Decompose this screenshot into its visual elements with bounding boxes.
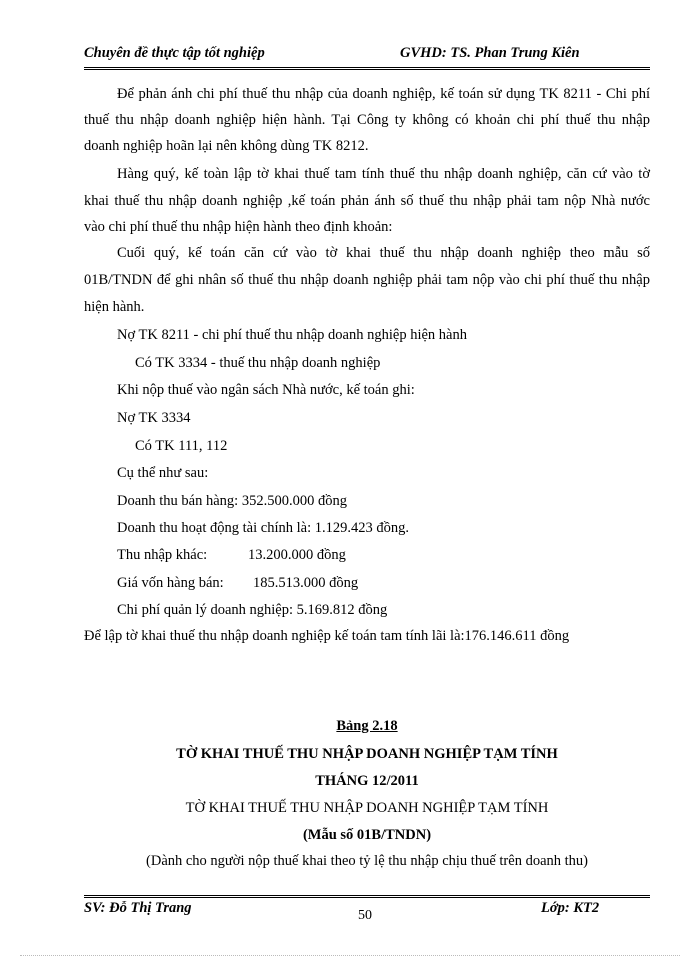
entry-debit-3334: Nợ TK 3334	[117, 410, 191, 426]
sales-revenue: Doanh thu bán hàng: 352.500.000 đồng	[117, 493, 347, 509]
p2-line-3: vào chi phí thuế thu nhập hiện hành theo định khoản:	[84, 219, 393, 235]
footer-rule	[84, 895, 650, 898]
p1-line-1: Để phản ánh chi phí thuế thu nhập của doanh nghiệp, kế toán sử dụng TK 8211 - Chi phí	[117, 86, 650, 102]
details-label: Cụ thể như sau:	[117, 465, 209, 481]
p3-line-3: hiện hành.	[84, 299, 145, 315]
p1-line-3: doanh nghiệp hoãn lại nên không dùng TK 8212.	[84, 138, 369, 154]
financial-revenue: Doanh thu hoạt động tài chính là: 1.129.423 đồng.	[117, 520, 409, 536]
entry-credit-111-112: Có TK 111, 112	[135, 438, 228, 454]
p1-line-2: thuế thu nhập doanh nghiệp hiện hành. Tại Công ty không có khoản chi phí thuế thu nhập	[84, 112, 650, 128]
p2-line-1: Hàng quý, kế toàn lập tờ khai thuế tam tính thuế thu nhập doanh nghiệp, căn cứ vào tờ	[117, 166, 650, 182]
footer-class: Lớp: KT2	[541, 900, 600, 916]
table-form-number: (Mẫu số 01B/TNDN)	[302, 827, 432, 843]
cogs-value: 185.513.000 đồng	[253, 575, 359, 591]
header-rule	[84, 67, 650, 70]
page-bottom-border	[20, 955, 680, 956]
entry-debit-8211: Nợ TK 8211 - chi phí thuế thu nhập doanh nghiệp hiện hành	[117, 327, 467, 343]
entry-payment-note: Khi nộp thuế vào ngân sách Nhà nước, kế toán ghi:	[117, 382, 415, 398]
header-advisor: GVHD: TS. Phan Trung Kiên	[400, 45, 580, 61]
page-header	[84, 43, 650, 69]
table-note: (Dành cho người nộp thuế khai theo tỷ lệ thu nhập chịu thuế trên doanh thu)	[146, 853, 588, 869]
p2-line-2: khai thuế thu nhập doanh nghiệp ,kế toán phản ánh số thuế thu nhập phải tam nộp Nhà nước	[84, 193, 650, 209]
table-label: Bảng 2.18	[336, 718, 398, 734]
other-income-value: 13.200.000 đồng	[248, 547, 346, 563]
admin-expense: Chi phí quản lý doanh nghiệp: 5.169.812 đồng	[117, 602, 388, 618]
table-month: THÁNG 12/2011	[315, 773, 419, 789]
p3-line-1: Cuối quý, kế toán căn cứ vào tờ khai thuế thu nhập doanh nghiệp theo mẫu số	[117, 245, 650, 261]
footer-student: SV: Đỗ Thị Trang	[84, 900, 192, 916]
other-income-label: Thu nhập khác:	[117, 547, 208, 563]
table-subtitle: TỜ KHAI THUẾ THU NHẬP DOANH NGHIỆP TẠM TÍNH	[185, 800, 549, 816]
estimated-profit: Để lập tờ khai thuế thu nhập doanh nghiệp kế toán tam tính lãi là:176.146.611 đồng	[84, 628, 570, 644]
page-number: 50	[358, 908, 372, 923]
table-title: TỜ KHAI THUẾ THU NHẬP DOANH NGHIỆP TẠM TÍNH	[176, 746, 558, 762]
cogs-label: Giá vốn hàng bán:	[117, 575, 224, 591]
p3-line-2: 01B/TNDN để ghi nhân số thuế thu nhập doanh nghiệp phải tam nộp vào chi phí thuế thu nhập	[84, 272, 650, 288]
header-topic: Chuyên đề thực tập tốt nghiệp	[84, 45, 265, 61]
entry-credit-3334: Có TK 3334 - thuế thu nhập doanh nghiệp	[135, 355, 381, 371]
